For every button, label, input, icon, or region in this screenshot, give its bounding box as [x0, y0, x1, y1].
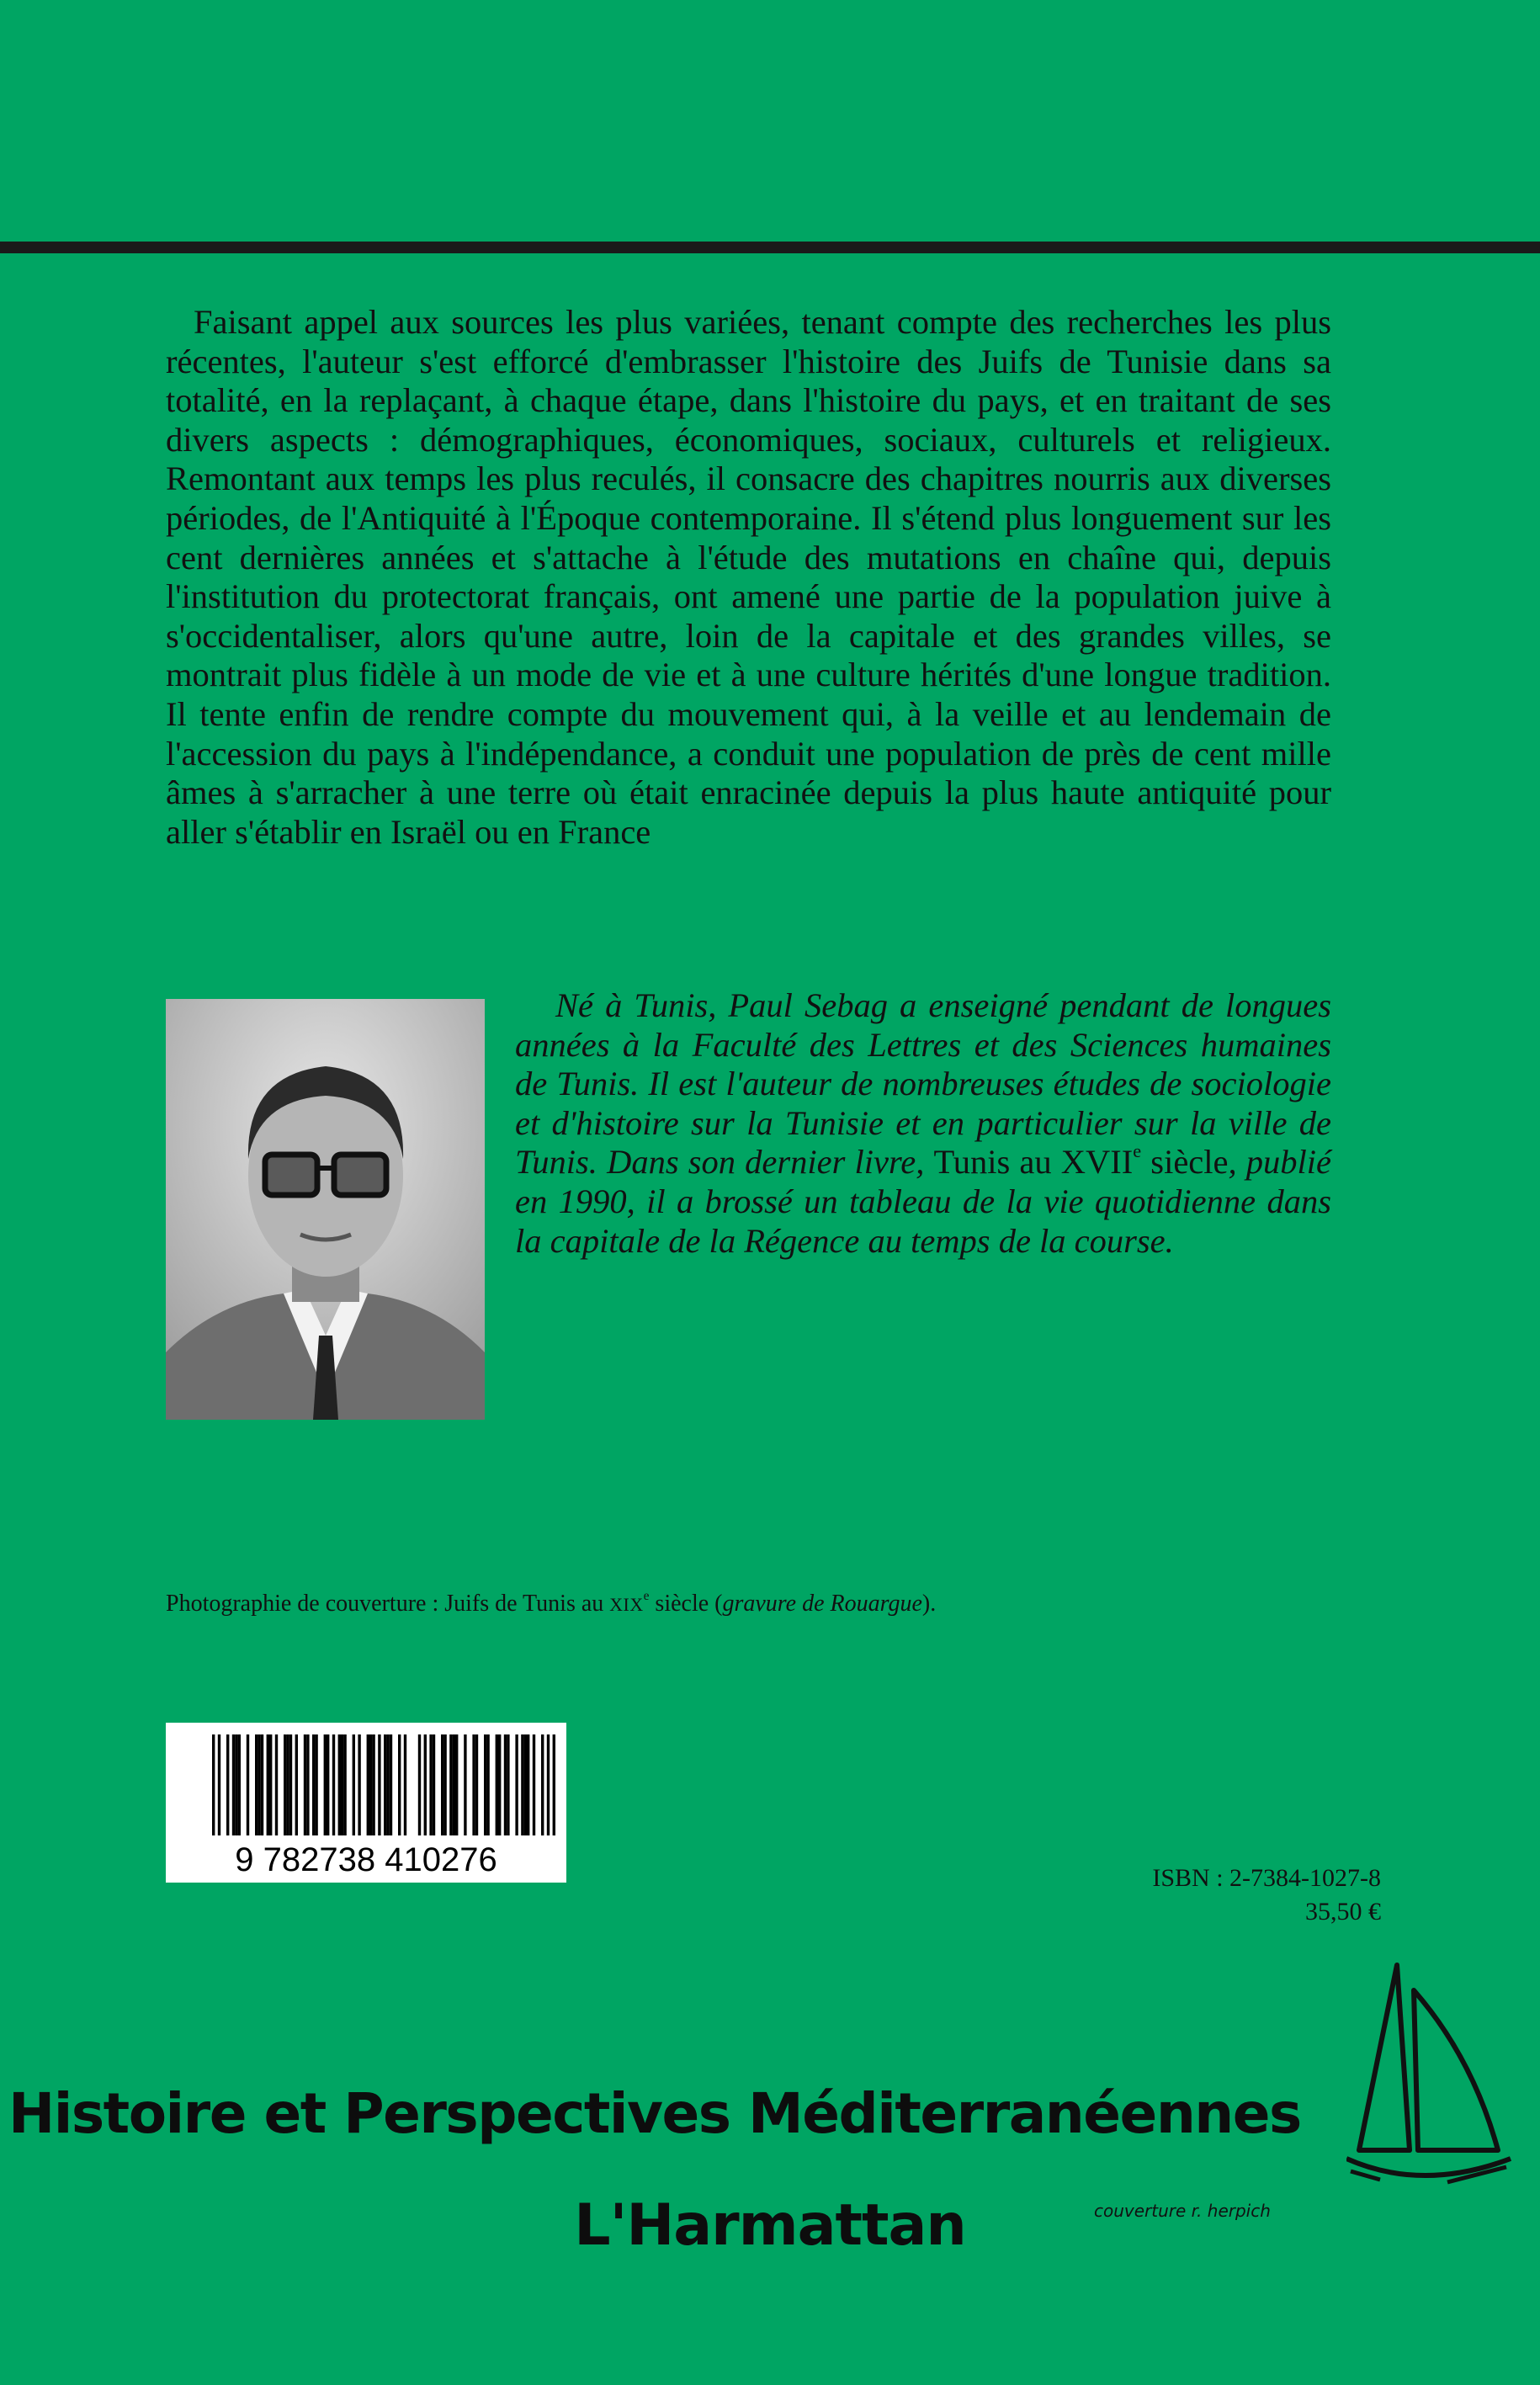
barcode-bar [258, 1734, 260, 1835]
barcode-bar [304, 1734, 306, 1835]
isbn-barcode [166, 1723, 566, 1883]
barcode-bar [261, 1734, 263, 1835]
barcode-digits: 9 782738 410276 [235, 1841, 497, 1878]
cover-photo-credit: Photographie de couverture : Juifs de Tunis au XIXe siècle (gravure de Rouargue). [166, 1588, 937, 1617]
top-divider-rule [0, 242, 1540, 253]
barcode-bar [367, 1734, 369, 1835]
barcode-bar [418, 1734, 421, 1835]
barcode-bar [404, 1734, 406, 1835]
barcode-bar [398, 1734, 401, 1835]
cover-design-credit: couverture r. herpich [1094, 2201, 1271, 2221]
barcode-bar [521, 1734, 523, 1835]
barcode-bar [235, 1734, 237, 1835]
barcode-bar [269, 1734, 272, 1835]
barcode-bar [527, 1734, 529, 1835]
barcode-bar [341, 1734, 343, 1835]
barcode-bar [496, 1734, 498, 1835]
barcode-bar [433, 1734, 435, 1835]
barcode-bar [464, 1734, 466, 1835]
barcode-bar [515, 1734, 518, 1835]
barcode-bar [386, 1734, 389, 1835]
barcode-bar [212, 1734, 215, 1835]
barcode-bar [443, 1734, 446, 1835]
sailboat-logo-icon [1346, 1957, 1515, 2201]
barcode-bar [343, 1734, 346, 1835]
isbn-price-block [1152, 1862, 1381, 1929]
barcode-bar [238, 1734, 241, 1835]
barcode-bar [541, 1734, 544, 1835]
barcode-bar [504, 1734, 507, 1835]
bio-text-part2: , publié en 1990, il a brossé un tableau de la vie quotidienne dans la capitale de la Régence au temps de la course. [515, 1143, 1332, 1260]
barcode-bar [547, 1734, 550, 1835]
barcode-bar [286, 1734, 289, 1835]
barcode-bar [232, 1734, 235, 1835]
author-biography [515, 986, 1331, 1261]
barcode-bar [553, 1734, 555, 1835]
barcode-bar [306, 1734, 309, 1835]
barcode-bar [289, 1734, 292, 1835]
author-photo [166, 999, 485, 1420]
barcode-bar [327, 1734, 329, 1835]
isbn-number: ISBN : 2-7384-1027-8 [1152, 1864, 1381, 1892]
publisher-name: L'Harmattan [574, 2192, 966, 2259]
book-title: Tunis au XVIIe siècle [933, 1140, 1229, 1182]
barcode-bar [247, 1734, 249, 1835]
bio-text-part1: Né à Tunis, Paul Sebag a enseigné pendant de longues années à la Faculté des Lettres et des Sciences humaines de Tunis. Il est l'auteur de nombreuses études de sociologie et d'histoire sur la Tunisie et en particulier sur la ville de Tunis. Dans son dernier livre, [515, 986, 1331, 1182]
barcode-bar [507, 1734, 509, 1835]
barcode-bar [533, 1734, 535, 1835]
barcode-bar [338, 1734, 341, 1835]
barcode-bar [372, 1734, 374, 1835]
barcode-bar [312, 1734, 315, 1835]
barcode-bar [218, 1734, 220, 1835]
series-title: Histoire et Perspectives Méditerranéennes [8, 2081, 1301, 2146]
barcode-bar [524, 1734, 527, 1835]
barcode-bar [453, 1734, 455, 1835]
barcode-bar [315, 1734, 317, 1835]
back-cover-blurb: Faisant appel aux sources les plus variées, tenant compte des recherches les plus récentes, l'auteur s'est efforcé d'embrasser l'histoire des Juifs de Tunisie dans sa totalité, en la replaçant, à chaque étape, dans l'histoire du pays, et en traitant de ses divers aspects : démographiques, économiques, sociaux, culturels et religieux. Remontant aux temps les plus reculés, il consacre des chapitres nourris aux diverses périodes, de l'Antiquité à l'Époque contemporaine. Il s'étend plus longuement sur les cent dernières années et s'attache à l'étude des mutations en chaîne qui, depuis l'institution du protectorat français, ont amené une partie de la population juive à s'occidentaliser, alors qu'une autre, loin de la capitale et des grandes villes, se montrait plus fidèle à un mode de vie et à une culture hérités d'une longue tradition. Il tente enfin de rendre compte du mouvement qui, à la veille et au lendemain de l'accession du pays à l'indépendance, a conduit une population de près de cent mille âmes à s'arracher à une terre où était enracinée depuis la plus haute antiquité pour aller s'établir en Israël ou en France [166, 303, 1331, 851]
barcode-bar [449, 1734, 452, 1835]
barcode-bar [384, 1734, 386, 1835]
barcode-bar [267, 1734, 269, 1835]
price: 35,50 € [1305, 1898, 1381, 1926]
barcode-bar [498, 1734, 501, 1835]
barcode-bar [369, 1734, 372, 1835]
barcode-bar [472, 1734, 475, 1835]
barcode-bar [475, 1734, 478, 1835]
barcode-bar [378, 1734, 380, 1835]
barcode-bar [390, 1734, 392, 1835]
barcode-bar [353, 1734, 355, 1835]
barcode-bar [455, 1734, 458, 1835]
barcode-bar [486, 1734, 489, 1835]
barcode-bar [284, 1734, 286, 1835]
barcode-bar [424, 1734, 427, 1835]
barcode-bar [332, 1734, 335, 1835]
barcode-bar [295, 1734, 298, 1835]
barcode-bar [358, 1734, 360, 1835]
barcode-bar [324, 1734, 327, 1835]
barcode-bar [441, 1734, 443, 1835]
barcode-bar [275, 1734, 278, 1835]
barcode-bar [429, 1734, 432, 1835]
barcode-bar [226, 1734, 229, 1835]
barcode-bar [255, 1734, 258, 1835]
barcode-bar [484, 1734, 486, 1835]
